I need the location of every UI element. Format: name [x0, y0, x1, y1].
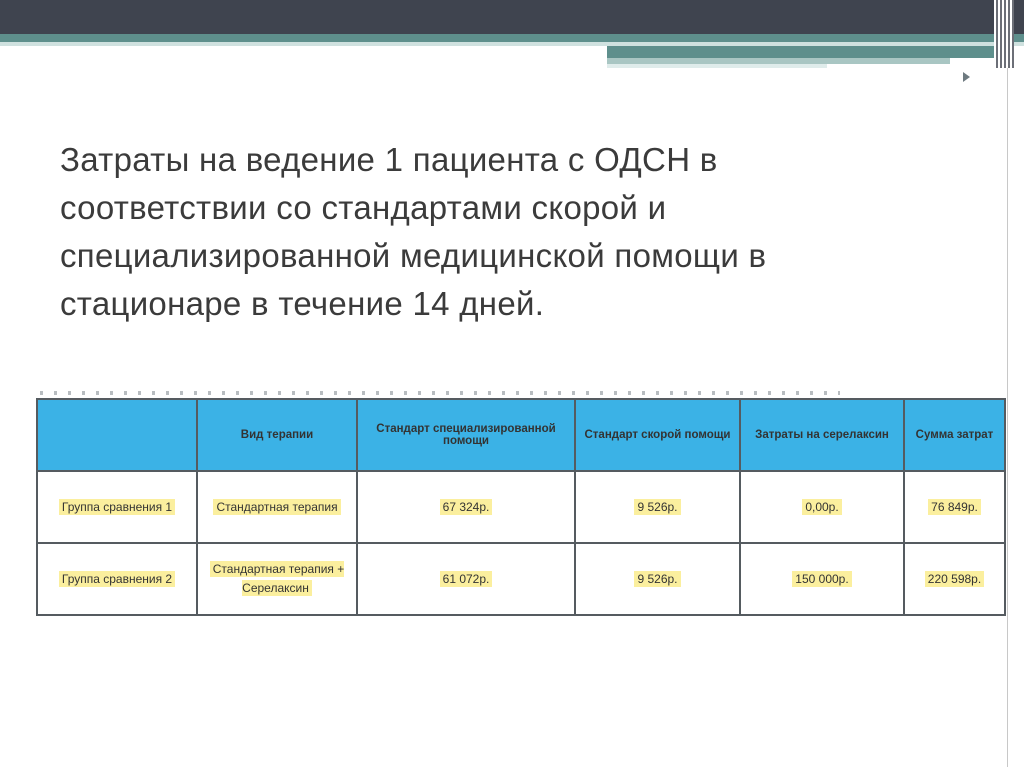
- right-stripe-rail: [994, 0, 1014, 68]
- table-cell: [575, 543, 740, 615]
- table-cell: [357, 543, 575, 615]
- header-cell-emergency: Стандарт скорой помощи: [575, 399, 740, 471]
- cell-text: 0,00р.: [802, 499, 841, 515]
- title-line-3: специализированной медицинской помощи в: [60, 237, 767, 274]
- header-cell-therapy: Вид терапии: [197, 399, 357, 471]
- cost-table: [36, 398, 1006, 616]
- title-line-1: Затраты на ведение 1 пациента с ОДСН в: [60, 141, 718, 178]
- cell-text: 220 598р.: [925, 571, 984, 587]
- table-row: [37, 543, 1005, 615]
- title-line-2: соответствии со стандартами скорой и: [60, 189, 667, 226]
- right-edge-line: [1007, 68, 1008, 767]
- table-cell: [357, 471, 575, 543]
- slide-title: [60, 136, 960, 328]
- cell-text: 150 000р.: [792, 571, 851, 587]
- header-cell-total: Сумма затрат: [904, 399, 1005, 471]
- table-cell: [575, 471, 740, 543]
- scan-artifact-line: [40, 391, 840, 395]
- cell-text: 9 526р.: [634, 571, 680, 587]
- table-cell: [740, 471, 904, 543]
- accent-decor-band: [0, 34, 1024, 42]
- cell-text: 67 324р.: [440, 499, 493, 515]
- cell-text: 9 526р.: [634, 499, 680, 515]
- sub-decor-band: [607, 46, 1007, 58]
- table-cell: [904, 543, 1005, 615]
- table-row: [37, 471, 1005, 543]
- header-cell-empty: [37, 399, 197, 471]
- cell-text: Стандартная терапия: [213, 499, 340, 515]
- sub-decor-band-3: [607, 64, 827, 68]
- title-line-4: стационаре в течение 14 дней.: [60, 285, 545, 322]
- header-cell-serelaxin-cost: Затраты на серелаксин: [740, 399, 904, 471]
- table-cell: [197, 543, 357, 615]
- table-cell: [197, 471, 357, 543]
- table-cell: [904, 471, 1005, 543]
- table-cell: [37, 543, 197, 615]
- table-cell: [740, 543, 904, 615]
- cell-text: Группа сравнения 1: [59, 499, 175, 515]
- triangle-arrow-icon: [963, 72, 970, 82]
- cell-text: 76 849р.: [928, 499, 981, 515]
- cell-text: 61 072р.: [440, 571, 493, 587]
- header-cell-specialized: Стандарт специализированной помощи: [357, 399, 575, 471]
- table-cell: [37, 471, 197, 543]
- top-decor-band: [0, 0, 1024, 34]
- cell-text: Группа сравнения 2: [59, 571, 175, 587]
- table-header-row: [37, 399, 1005, 471]
- cell-text: Стандартная терапия + Серелаксин: [210, 561, 344, 596]
